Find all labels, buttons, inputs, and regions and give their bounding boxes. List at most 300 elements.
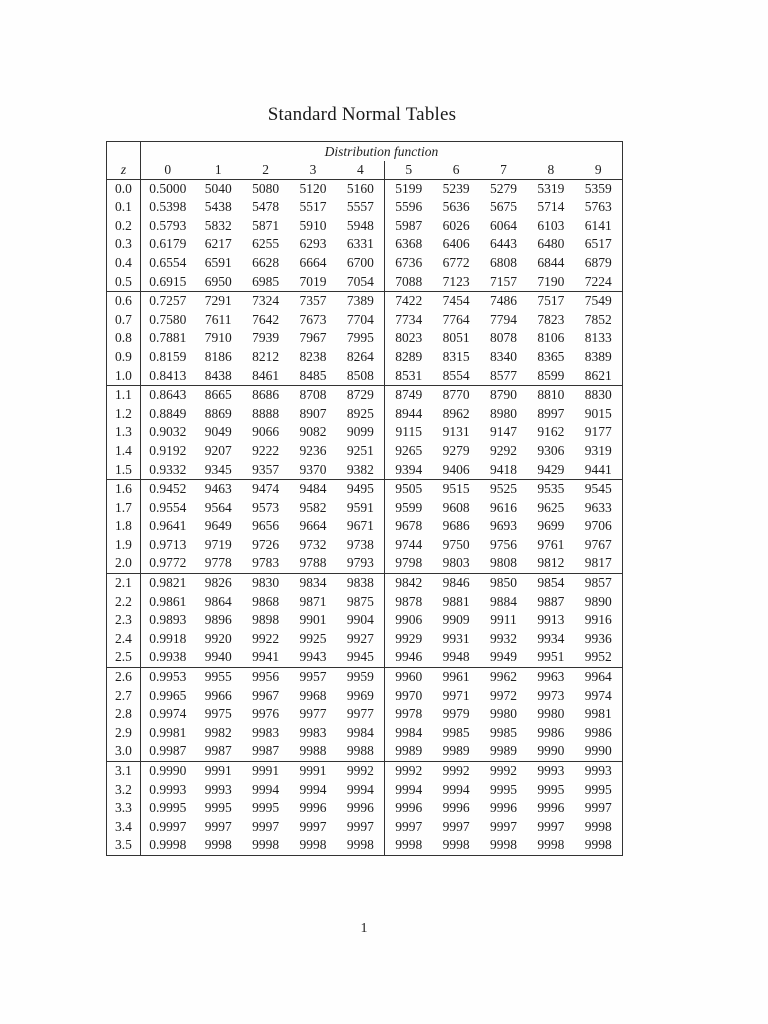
z-value-cell: 3.5 (107, 836, 141, 855)
probability-cell: 9994 (252, 781, 280, 797)
z-value-cell: 0.5 (107, 273, 141, 292)
probability-cell: 9394 (395, 461, 423, 477)
probability-cell: 9931 (442, 630, 470, 646)
table-header-row-top (107, 142, 623, 161)
probability-cell: 8531 (395, 367, 423, 383)
probability-cell: 9582 (299, 499, 327, 515)
table-row (107, 235, 623, 254)
z-value-cell: 0.0 (107, 179, 141, 198)
probability-cell: 9608 (442, 499, 470, 515)
probability-cell: 0.7881 (149, 330, 187, 346)
probability-cell: 9916 (584, 612, 612, 628)
probability-cell: 8665 (195, 386, 242, 405)
table-row (107, 742, 623, 761)
probability-cell: 9484 (289, 480, 336, 499)
probability-cell: 9925 (299, 630, 327, 646)
probability-cell: 9812 (537, 555, 565, 571)
probability-cell: 9996 (299, 800, 327, 816)
z-value-cell: 0.9 (107, 348, 141, 367)
probability-cell: 9319 (584, 442, 612, 458)
probability-cell: 9995 (537, 781, 565, 797)
table-row (107, 611, 623, 630)
probability-cell: 0.5000 (140, 179, 194, 198)
z-value-cell: 2.4 (107, 630, 141, 649)
probability-cell: 5120 (289, 179, 336, 198)
probability-cell: 9992 (432, 762, 479, 781)
probability-cell: 9279 (442, 442, 470, 458)
z-value-cell: 1.7 (107, 499, 141, 518)
probability-cell: 9535 (527, 480, 574, 499)
table-row (107, 536, 623, 555)
probability-cell: 6950 (204, 273, 232, 289)
probability-cell: 8770 (432, 386, 479, 405)
probability-cell: 0.9893 (149, 612, 187, 628)
probability-cell: 0.5793 (149, 217, 187, 233)
probability-cell: 0.7257 (140, 292, 194, 311)
table-row (107, 423, 623, 442)
probability-cell: 9992 (480, 762, 527, 781)
probability-cell: 9761 (537, 536, 565, 552)
probability-cell: 7995 (337, 329, 385, 348)
probability-cell: 8133 (584, 330, 612, 346)
probability-cell: 9998 (299, 837, 327, 853)
table-row (107, 480, 623, 499)
z-value-cell: 2.1 (107, 574, 141, 593)
probability-cell: 9968 (299, 687, 327, 703)
probability-cell: 9961 (432, 668, 479, 687)
probability-cell: 9922 (252, 630, 280, 646)
probability-cell: 9131 (442, 424, 470, 440)
probability-cell: 8186 (204, 348, 232, 364)
probability-cell: 5517 (299, 199, 327, 215)
z-value-cell: 0.1 (107, 198, 141, 217)
z-value-cell: 2.2 (107, 593, 141, 612)
probability-cell: 9744 (395, 536, 423, 552)
probability-cell: 9998 (490, 837, 518, 853)
probability-cell: 8621 (584, 367, 612, 383)
probability-cell: 7642 (252, 311, 280, 327)
probability-cell: 6628 (252, 254, 280, 270)
probability-cell: 9884 (490, 593, 518, 609)
probability-cell: 0.9990 (140, 762, 194, 781)
probability-cell: 9929 (395, 630, 423, 646)
probability-cell: 5910 (299, 217, 327, 233)
probability-cell: 8997 (537, 405, 565, 421)
probability-cell: 7611 (204, 311, 232, 327)
probability-cell: 0.6554 (149, 254, 187, 270)
column-header-0: 0 (164, 161, 172, 177)
table-row (107, 705, 623, 724)
probability-cell: 8340 (490, 348, 518, 364)
probability-cell: 0.9192 (149, 442, 187, 458)
probability-cell: 6985 (252, 273, 280, 289)
probability-cell: 9951 (537, 649, 565, 665)
probability-cell: 8438 (204, 367, 232, 383)
probability-cell: 9664 (299, 518, 327, 534)
probability-cell: 0.8643 (140, 386, 194, 405)
z-value-cell: 1.4 (107, 442, 141, 461)
probability-cell: 8888 (252, 405, 280, 421)
probability-cell: 9998 (584, 818, 612, 834)
probability-cell: 5832 (204, 217, 232, 233)
probability-cell: 9949 (490, 649, 518, 665)
column-header-7: 7 (500, 161, 507, 177)
z-value-cell: 2.6 (107, 668, 141, 687)
probability-cell: 9591 (337, 499, 385, 518)
probability-cell: 6331 (337, 235, 385, 254)
probability-cell: 9251 (337, 442, 385, 461)
probability-cell: 6064 (490, 217, 518, 233)
probability-cell: 8869 (204, 405, 232, 421)
probability-cell: 9985 (490, 724, 518, 740)
probability-cell: 9573 (252, 499, 280, 515)
table-row (107, 687, 623, 706)
probability-cell: 5080 (242, 179, 289, 198)
probability-cell: 7291 (195, 292, 242, 311)
table-row (107, 799, 623, 818)
probability-cell: 9984 (395, 724, 423, 740)
probability-cell: 9222 (252, 442, 280, 458)
probability-cell: 7157 (490, 273, 518, 289)
probability-cell: 9982 (204, 724, 232, 740)
probability-cell: 9706 (584, 518, 612, 534)
normal-distribution-table (106, 141, 623, 856)
table-row (107, 329, 623, 348)
probability-cell: 6844 (537, 254, 565, 270)
probability-cell: 9991 (195, 762, 242, 781)
probability-cell: 9994 (395, 781, 423, 797)
probability-cell: 9997 (537, 818, 565, 834)
probability-cell: 9911 (490, 612, 517, 628)
probability-cell: 9788 (299, 555, 327, 571)
probability-cell: 9995 (252, 800, 280, 816)
probability-cell: 9993 (575, 762, 623, 781)
probability-cell: 8389 (584, 348, 612, 364)
probability-cell: 9967 (252, 687, 280, 703)
probability-cell: 9887 (537, 593, 565, 609)
probability-cell: 6772 (442, 254, 470, 270)
probability-cell: 8264 (337, 348, 385, 367)
table-header-row-columns (107, 161, 623, 180)
probability-cell: 9842 (385, 574, 433, 593)
probability-cell: 9973 (537, 687, 565, 703)
probability-cell: 9986 (537, 724, 565, 740)
z-value-cell: 1.8 (107, 517, 141, 536)
probability-cell: 5040 (195, 179, 242, 198)
probability-cell: 9998 (537, 837, 565, 853)
probability-cell: 6664 (299, 254, 327, 270)
probability-cell: 5279 (480, 179, 527, 198)
probability-cell: 8023 (395, 330, 423, 346)
probability-cell: 8461 (252, 367, 280, 383)
probability-cell: 7123 (442, 273, 470, 289)
page-title: Standard Normal Tables (267, 104, 457, 125)
table-row (107, 499, 623, 518)
probability-cell: 8830 (575, 386, 623, 405)
probability-cell: 9909 (442, 612, 470, 628)
probability-cell: 5239 (432, 179, 479, 198)
probability-cell: 9991 (289, 762, 336, 781)
probability-cell: 9750 (442, 536, 470, 552)
probability-cell: 8508 (337, 367, 385, 386)
probability-cell: 9099 (337, 423, 385, 442)
probability-cell: 9983 (299, 724, 327, 740)
probability-cell: 9798 (395, 555, 423, 571)
probability-cell: 7823 (537, 311, 565, 327)
probability-cell: 6217 (204, 236, 232, 252)
probability-cell: 5438 (204, 199, 232, 215)
probability-cell: 8212 (252, 348, 280, 364)
probability-cell: 9082 (299, 424, 327, 440)
probability-cell: 9941 (252, 649, 280, 665)
probability-cell: 8729 (337, 386, 385, 405)
probability-cell: 9505 (385, 480, 433, 499)
probability-cell: 8749 (385, 386, 433, 405)
z-value-cell: 3.4 (107, 818, 141, 837)
probability-cell: 9564 (204, 499, 232, 515)
probability-cell: 9966 (204, 687, 232, 703)
probability-cell: 7852 (584, 311, 612, 327)
probability-cell: 0.9981 (149, 724, 187, 740)
probability-cell: 8599 (537, 367, 565, 383)
probability-cell: 9793 (337, 554, 385, 573)
probability-cell: 0.9772 (149, 555, 187, 571)
probability-cell: 9996 (442, 800, 470, 816)
probability-cell: 0.9821 (140, 574, 194, 593)
probability-cell: 9927 (337, 630, 385, 649)
z-value-cell: 3.1 (107, 762, 141, 781)
probability-cell: 9987 (204, 743, 232, 759)
probability-cell: 9901 (299, 612, 327, 628)
probability-cell: 9357 (252, 461, 280, 477)
probability-cell: 9990 (584, 743, 612, 759)
probability-cell: 9738 (337, 536, 385, 555)
probability-cell: 9997 (490, 818, 518, 834)
probability-cell: 8790 (480, 386, 527, 405)
probability-cell: 9989 (490, 743, 518, 759)
probability-cell: 9997 (337, 818, 385, 837)
probability-cell: 9808 (490, 555, 518, 571)
probability-cell: 8925 (337, 405, 385, 424)
probability-cell: 9980 (537, 706, 565, 722)
probability-cell: 9699 (537, 518, 565, 534)
z-header-blank (107, 142, 141, 161)
probability-cell: 5675 (490, 199, 518, 215)
probability-cell: 9996 (537, 800, 565, 816)
probability-cell: 9996 (395, 800, 423, 816)
probability-cell: 8944 (395, 405, 423, 421)
probability-cell: 9988 (299, 743, 327, 759)
probability-cell: 7224 (584, 273, 612, 289)
probability-cell: 9382 (337, 461, 385, 480)
z-value-cell: 2.7 (107, 687, 141, 706)
z-value-cell: 2.8 (107, 705, 141, 724)
probability-cell: 9985 (442, 724, 470, 740)
probability-cell: 5596 (395, 199, 423, 215)
probability-cell: 9940 (204, 649, 232, 665)
probability-cell: 7190 (537, 273, 565, 289)
probability-cell: 7324 (242, 292, 289, 311)
probability-cell: 6141 (584, 217, 612, 233)
probability-cell: 5871 (252, 217, 280, 233)
probability-cell: 5763 (584, 199, 612, 215)
probability-cell: 5478 (252, 199, 280, 215)
probability-cell: 9834 (289, 574, 336, 593)
probability-cell: 9997 (252, 818, 280, 834)
probability-cell: 9207 (204, 442, 232, 458)
probability-cell: 9463 (195, 480, 242, 499)
probability-cell: 5987 (395, 217, 423, 233)
probability-cell: 9993 (527, 762, 574, 781)
table-row (107, 724, 623, 743)
probability-cell: 8078 (490, 330, 518, 346)
probability-cell: 7088 (395, 273, 423, 289)
probability-cell: 9977 (337, 705, 385, 724)
probability-cell: 9952 (584, 649, 612, 665)
probability-cell: 0.9953 (140, 668, 194, 687)
column-header-1: 1 (214, 161, 222, 177)
probability-cell: 9881 (442, 593, 470, 609)
z-value-cell: 2.5 (107, 648, 141, 667)
probability-cell: 9345 (204, 461, 232, 477)
probability-cell: 9959 (337, 668, 385, 687)
probability-cell: 9997 (204, 818, 232, 834)
probability-cell: 9957 (289, 668, 336, 687)
z-value-cell: 0.6 (107, 292, 141, 311)
probability-cell: 6700 (337, 254, 385, 273)
probability-cell: 9998 (204, 837, 232, 853)
probability-cell: 6480 (537, 236, 565, 252)
probability-cell: 6517 (584, 236, 612, 252)
probability-cell: 8907 (299, 405, 327, 421)
table-row (107, 442, 623, 461)
probability-cell: 7910 (204, 330, 232, 346)
probability-cell: 0.9965 (149, 687, 187, 703)
probability-cell: 9962 (480, 668, 527, 687)
probability-cell: 9850 (480, 574, 527, 593)
probability-cell: 9998 (395, 837, 423, 853)
probability-cell: 6879 (584, 254, 612, 270)
probability-cell: 9868 (252, 593, 280, 609)
probability-cell: 9633 (584, 499, 612, 515)
probability-cell: 9960 (385, 668, 433, 687)
column-header-4: 4 (337, 161, 385, 180)
probability-cell: 9955 (195, 668, 242, 687)
z-value-cell: 0.3 (107, 235, 141, 254)
probability-cell: 9693 (490, 518, 518, 534)
probability-cell: 0.9332 (149, 461, 187, 477)
probability-cell: 9989 (395, 743, 423, 759)
probability-cell: 9981 (584, 706, 612, 722)
z-value-cell: 1.3 (107, 423, 141, 442)
table-row (107, 593, 623, 612)
probability-cell: 8238 (299, 348, 327, 364)
probability-cell: 9998 (584, 837, 612, 853)
probability-cell: 9974 (584, 687, 612, 703)
probability-cell: 9976 (252, 706, 280, 722)
probability-cell: 5199 (385, 179, 433, 198)
probability-cell: 9732 (299, 536, 327, 552)
probability-cell: 7389 (337, 292, 385, 311)
probability-cell: 5557 (337, 198, 385, 217)
z-value-cell: 2.0 (107, 554, 141, 573)
probability-cell: 9998 (252, 837, 280, 853)
probability-cell: 0.8159 (149, 348, 187, 364)
probability-cell: 9162 (537, 424, 565, 440)
probability-cell: 6026 (442, 217, 470, 233)
probability-cell: 6103 (537, 217, 565, 233)
probability-cell: 8485 (299, 367, 327, 383)
z-value-cell: 1.2 (107, 405, 141, 424)
table-row (107, 554, 623, 573)
probability-cell: 9904 (337, 611, 385, 630)
probability-cell: 0.9938 (149, 649, 187, 665)
probability-cell: 9932 (490, 630, 518, 646)
z-value-cell: 0.7 (107, 311, 141, 330)
table-row (107, 648, 623, 667)
probability-cell: 6293 (299, 236, 327, 252)
probability-cell: 0.9993 (149, 781, 187, 797)
probability-cell: 9890 (584, 593, 612, 609)
probability-cell: 9989 (442, 743, 470, 759)
probability-cell: 9649 (204, 518, 232, 534)
table-row (107, 762, 623, 781)
probability-cell: 9767 (584, 536, 612, 552)
probability-cell: 9616 (490, 499, 518, 515)
probability-cell: 9943 (299, 649, 327, 665)
probability-cell: 9978 (395, 706, 423, 722)
z-value-cell: 3.0 (107, 742, 141, 761)
probability-cell: 9778 (204, 555, 232, 571)
column-header-9: 9 (594, 161, 602, 177)
probability-cell: 8686 (242, 386, 289, 405)
probability-cell: 9896 (204, 612, 232, 628)
probability-cell: 9875 (337, 593, 385, 612)
probability-cell: 9936 (584, 630, 612, 646)
probability-cell: 9995 (584, 781, 612, 797)
probability-cell: 0.9554 (149, 499, 187, 515)
probability-cell: 9846 (432, 574, 479, 593)
table-row (107, 348, 623, 367)
table-row (107, 818, 623, 837)
probability-cell: 7486 (480, 292, 527, 311)
probability-cell: 9920 (204, 630, 232, 646)
probability-cell: 9854 (527, 574, 574, 593)
probability-cell: 8962 (442, 405, 470, 421)
probability-cell: 9147 (490, 424, 518, 440)
probability-cell: 8106 (537, 330, 565, 346)
table-row (107, 630, 623, 649)
probability-cell: 0.9987 (149, 743, 187, 759)
z-value-cell: 1.6 (107, 480, 141, 499)
probability-cell: 8577 (490, 367, 518, 383)
z-value-cell: 1.0 (107, 367, 141, 386)
z-value-cell: 1.5 (107, 461, 141, 480)
probability-cell: 9429 (537, 461, 565, 477)
z-value-cell: 3.3 (107, 799, 141, 818)
probability-cell: 0.8849 (149, 405, 187, 421)
probability-cell: 9306 (537, 442, 565, 458)
table-row (107, 574, 623, 593)
probability-cell: 9418 (490, 461, 518, 477)
probability-cell: 9996 (337, 799, 385, 818)
probability-cell: 5359 (575, 179, 623, 198)
probability-cell: 9987 (252, 743, 280, 759)
probability-cell: 9995 (204, 800, 232, 816)
probability-cell: 9971 (442, 687, 470, 703)
z-value-cell: 3.2 (107, 781, 141, 800)
probability-cell: 7673 (299, 311, 327, 327)
